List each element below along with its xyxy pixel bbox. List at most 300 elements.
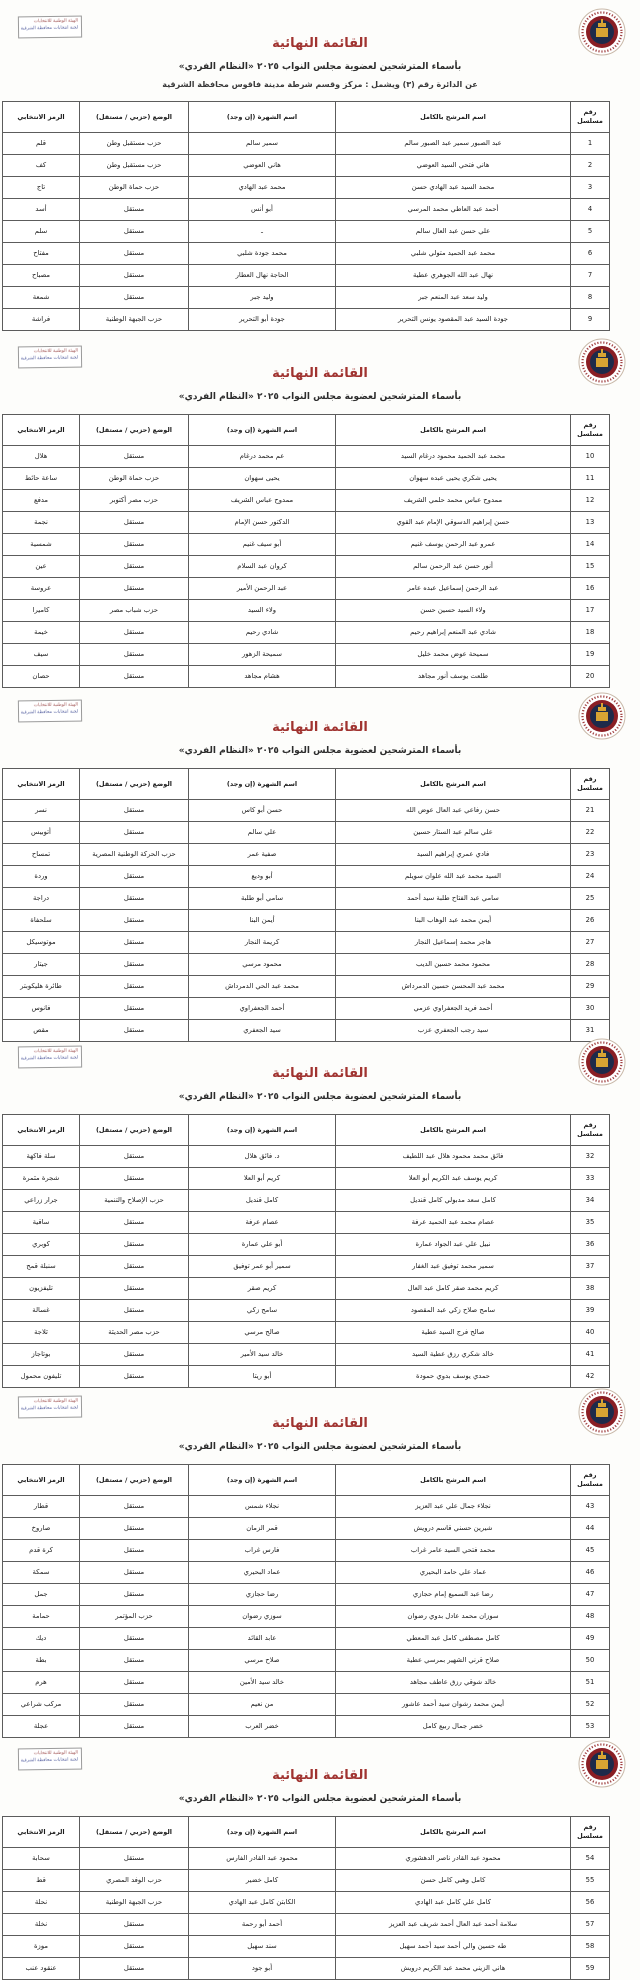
cell-symbol: مصباح: [3, 265, 80, 287]
candidate-row: [3, 1848, 610, 1870]
cell-candidate-name: خضر جمال ربيع كامل: [336, 1716, 571, 1738]
cell-symbol: سنبلة قمح: [3, 1256, 80, 1278]
cell-serial: 14: [571, 534, 610, 556]
col-status: الوضع (حزبي / مستقل): [80, 415, 189, 446]
candidate-row: [3, 1650, 610, 1672]
cell-symbol: هلال: [3, 446, 80, 468]
cell-serial: 21: [571, 800, 610, 822]
cell-symbol: دراجة: [3, 888, 80, 910]
cell-alias: أبو جود: [189, 1958, 336, 1980]
col-candidate-name: اسم المرشح بالكامل: [336, 1465, 571, 1496]
cell-status: مستقل: [80, 1716, 189, 1738]
candidate-row: [3, 243, 610, 265]
cell-serial: 5: [571, 221, 610, 243]
cell-status: مستقل: [80, 199, 189, 221]
cell-serial: 11: [571, 468, 610, 490]
candidate-row: [3, 888, 610, 910]
cell-status: مستقل: [80, 976, 189, 998]
page-subtitle: بأسماء المترشحين لعضوية مجلس النواب ٢٠٢٥ «النظام الفردي»: [178, 746, 462, 756]
cell-symbol: وردة: [3, 866, 80, 888]
cell-symbol: تليفزيون: [3, 1278, 80, 1300]
cell-candidate-name: أحمد عبد العاطي محمد المرسي: [336, 199, 571, 221]
cell-status: مستقل: [80, 822, 189, 844]
cell-candidate-name: سامح صلاح زكي عبد المقصود: [336, 1300, 571, 1322]
table-body: [3, 446, 610, 688]
col-serial: رقم مسلسل: [571, 415, 610, 446]
candidate-row: [3, 1562, 610, 1584]
cell-candidate-name: جودة السيد عبد المقصود يونس التحرير: [336, 309, 571, 331]
cell-alias: محمود مرسي: [189, 954, 336, 976]
cell-candidate-name: وليد سعد عبد المنعم جبر: [336, 287, 571, 309]
cell-symbol: مفتاح: [3, 243, 80, 265]
candidate-row: [3, 666, 610, 688]
cell-alias: د. فائق هلال: [189, 1146, 336, 1168]
page-title: القائمة النهائية: [272, 366, 368, 381]
cell-serial: 32: [571, 1146, 610, 1168]
cell-candidate-name: حمدي يوسف بدوي حمودة: [336, 1366, 571, 1388]
cell-symbol: شجرة مثمرة: [3, 1168, 80, 1190]
cell-alias: صفية عمر: [189, 844, 336, 866]
cell-symbol: فانوس: [3, 998, 80, 1020]
cell-symbol: بوتاجاز: [3, 1344, 80, 1366]
cell-serial: 31: [571, 1020, 610, 1042]
cell-alias: عابد القائد: [189, 1628, 336, 1650]
candidate-row: [3, 1936, 610, 1958]
cell-status: حزب الإصلاح والتنمية: [80, 1190, 189, 1212]
candidate-row: [3, 976, 610, 998]
cell-serial: 24: [571, 866, 610, 888]
cell-status: مستقل: [80, 1958, 189, 1980]
cell-status: مستقل: [80, 1212, 189, 1234]
candidate-row: [3, 998, 610, 1020]
cell-candidate-name: فادي عمري إبراهيم السيد: [336, 844, 571, 866]
col-serial: رقم مسلسل: [571, 102, 610, 133]
candidate-row: [3, 1958, 610, 1980]
cell-symbol: كوبري: [3, 1234, 80, 1256]
cell-symbol: عنقود عنب: [3, 1958, 80, 1980]
candidate-row: [3, 221, 610, 243]
cell-symbol: بطة: [3, 1650, 80, 1672]
cell-alias: كريمة النجار: [189, 932, 336, 954]
cell-serial: 39: [571, 1300, 610, 1322]
cell-candidate-name: هاني الزيني محمد عبد الكريم درويش: [336, 1958, 571, 1980]
candidate-row: [3, 600, 610, 622]
cell-status: مستقل: [80, 1672, 189, 1694]
registration-stamp: [18, 1046, 82, 1069]
cell-status: حزب مصر الحديثة: [80, 1322, 189, 1344]
cell-status: حزب المؤتمر: [80, 1606, 189, 1628]
cell-status: مستقل: [80, 1518, 189, 1540]
cell-alias: ـ: [189, 221, 336, 243]
cell-serial: 35: [571, 1212, 610, 1234]
candidate-row: [3, 1344, 610, 1366]
cell-candidate-name: سامي عبد الفتاح طلبة سيد أحمد: [336, 888, 571, 910]
candidate-row: [3, 490, 610, 512]
col-status: الوضع (حزبي / مستقل): [80, 1817, 189, 1848]
cell-alias: فارس غراب: [189, 1540, 336, 1562]
cell-status: مستقل: [80, 1562, 189, 1584]
cell-candidate-name: سمير محمد توفيق عبد الغفار: [336, 1256, 571, 1278]
cell-symbol: قطار: [3, 1496, 80, 1518]
page-subtitle: بأسماء المترشحين لعضوية مجلس النواب ٢٠٢٥ «النظام الفردي»: [178, 1794, 462, 1804]
cell-serial: 29: [571, 976, 610, 998]
cell-alias: من نعيم: [189, 1694, 336, 1716]
cell-alias: سيد الجعفري: [189, 1020, 336, 1042]
cell-candidate-name: فائق محمد محمود هلال عبد اللطيف: [336, 1146, 571, 1168]
cell-status: مستقل: [80, 578, 189, 600]
cell-alias: محمد جودة شلبي: [189, 243, 336, 265]
col-alias: اسم الشهرة (إن وجد): [189, 769, 336, 800]
cell-serial: 30: [571, 998, 610, 1020]
elections-authority-emblem-icon: [578, 1388, 626, 1436]
col-symbol: الرمز الانتخابي: [3, 769, 80, 800]
candidate-row: [3, 177, 610, 199]
cell-serial: 15: [571, 556, 610, 578]
cell-status: مستقل: [80, 1344, 189, 1366]
cell-candidate-name: حسن إبراهيم الدسوقي الإمام عبد القوي: [336, 512, 571, 534]
page-subtitle: بأسماء المترشحين لعضوية مجلس النواب ٢٠٢٥ «النظام الفردي»: [178, 62, 462, 72]
col-candidate-name: اسم المرشح بالكامل: [336, 415, 571, 446]
col-symbol: الرمز الانتخابي: [3, 415, 80, 446]
candidate-row: [3, 644, 610, 666]
cell-alias: محمد عبد الحي الدمرداش: [189, 976, 336, 998]
page-title: القائمة النهائية: [272, 1066, 368, 1081]
cell-alias: الحاجة نهال العطار: [189, 265, 336, 287]
cell-alias: أبو أنس: [189, 199, 336, 221]
cell-candidate-name: عصام محمد عبد الحميد عرفة: [336, 1212, 571, 1234]
cell-serial: 50: [571, 1650, 610, 1672]
registration-stamp: [18, 346, 82, 369]
cell-alias: سامح زكي: [189, 1300, 336, 1322]
cell-symbol: فراشة: [3, 309, 80, 331]
cell-status: حزب الوفد المصري: [80, 1870, 189, 1892]
col-candidate-name: اسم المرشح بالكامل: [336, 1817, 571, 1848]
candidate-row: [3, 866, 610, 888]
candidate-row: [3, 1168, 610, 1190]
cell-alias: سمير سالم: [189, 133, 336, 155]
cell-symbol: سيف: [3, 644, 80, 666]
candidate-row: [3, 932, 610, 954]
page-title: القائمة النهائية: [272, 1768, 368, 1783]
cell-symbol: ديك: [3, 1628, 80, 1650]
cell-symbol: ساعة حائط: [3, 468, 80, 490]
elections-authority-emblem-icon: [578, 1038, 626, 1086]
cell-symbol: سلحفاة: [3, 910, 80, 932]
cell-alias: سوزي رضوان: [189, 1606, 336, 1628]
cell-candidate-name: كريم محمد صقر كامل عبد العال: [336, 1278, 571, 1300]
cell-status: مستقل: [80, 954, 189, 976]
cell-serial: 36: [571, 1234, 610, 1256]
cell-symbol: سلم: [3, 221, 80, 243]
table-header: [3, 1817, 610, 1848]
cell-serial: 46: [571, 1562, 610, 1584]
candidate-row: [3, 1694, 610, 1716]
cell-serial: 43: [571, 1496, 610, 1518]
cell-alias: الدكتور حسن الإمام: [189, 512, 336, 534]
cell-serial: 54: [571, 1848, 610, 1870]
candidate-row: [3, 622, 610, 644]
col-symbol: الرمز الانتخابي: [3, 1115, 80, 1146]
cell-alias: أبو علي عمارة: [189, 1234, 336, 1256]
cell-symbol: قلم: [3, 133, 80, 155]
document-page-6: [0, 1740, 640, 1980]
cell-alias: عم محمد درغام: [189, 446, 336, 468]
cell-serial: 28: [571, 954, 610, 976]
page-subtitle: بأسماء المترشحين لعضوية مجلس النواب ٢٠٢٥ «النظام الفردي»: [178, 1092, 462, 1102]
cell-status: مستقل: [80, 221, 189, 243]
cell-status: مستقل: [80, 534, 189, 556]
cell-symbol: عروسة: [3, 578, 80, 600]
cell-status: مستقل: [80, 1540, 189, 1562]
cell-alias: خالد سيد الأمين: [189, 1672, 336, 1694]
cell-symbol: ثلاجة: [3, 1322, 80, 1344]
cell-candidate-name: كامل وهبي كامل حسن: [336, 1870, 571, 1892]
cell-symbol: كف: [3, 155, 80, 177]
cell-candidate-name: أيمن محمد رشوان سيد أحمد عاشور: [336, 1694, 571, 1716]
cell-alias: خالد سيد الأمير: [189, 1344, 336, 1366]
cell-status: مستقل: [80, 1914, 189, 1936]
cell-symbol: نحلة: [3, 1892, 80, 1914]
table-body: [3, 1496, 610, 1738]
cell-status: مستقل: [80, 1848, 189, 1870]
cell-serial: 17: [571, 600, 610, 622]
page-title: القائمة النهائية: [272, 720, 368, 735]
cell-serial: 19: [571, 644, 610, 666]
cell-candidate-name: سيد رجب الجعفري عزب: [336, 1020, 571, 1042]
cell-symbol: جيتار: [3, 954, 80, 976]
candidates-table: [2, 1114, 610, 1388]
cell-serial: 7: [571, 265, 610, 287]
col-status: الوضع (حزبي / مستقل): [80, 102, 189, 133]
cell-status: مستقل: [80, 556, 189, 578]
candidate-row: [3, 1518, 610, 1540]
cell-candidate-name: علي حسن عبد العال سالم: [336, 221, 571, 243]
document-page-5: [0, 1388, 640, 1738]
elections-authority-emblem-icon: [578, 8, 626, 56]
cell-symbol: نجمة: [3, 512, 80, 534]
cell-status: مستقل: [80, 866, 189, 888]
cell-symbol: طائرة هليكوبتر: [3, 976, 80, 998]
cell-serial: 16: [571, 578, 610, 600]
cell-status: مستقل: [80, 243, 189, 265]
col-alias: اسم الشهرة (إن وجد): [189, 102, 336, 133]
cell-alias: عصام عرفة: [189, 1212, 336, 1234]
cell-status: مستقل: [80, 512, 189, 534]
cell-candidate-name: عمرو عبد الرحمن يوسف غنيم: [336, 534, 571, 556]
cell-status: مستقل: [80, 1234, 189, 1256]
table-body: [3, 1848, 610, 1980]
cell-alias: رضا حجازي: [189, 1584, 336, 1606]
cell-serial: 40: [571, 1322, 610, 1344]
cell-alias: أبو ريتا: [189, 1366, 336, 1388]
candidate-row: [3, 534, 610, 556]
cell-status: حزب الحركة الوطنية المصرية: [80, 844, 189, 866]
cell-symbol: موتوسيكل: [3, 932, 80, 954]
cell-status: مستقل: [80, 1146, 189, 1168]
cell-symbol: تليفون محمول: [3, 1366, 80, 1388]
cell-symbol: خيمة: [3, 622, 80, 644]
candidate-row: [3, 910, 610, 932]
elections-authority-emblem-icon: [578, 1740, 626, 1788]
header-row: [3, 1817, 610, 1848]
cell-candidate-name: محمد فتحي السيد عامر غراب: [336, 1540, 571, 1562]
header-row: [3, 1465, 610, 1496]
col-status: الوضع (حزبي / مستقل): [80, 1465, 189, 1496]
cell-status: مستقل: [80, 998, 189, 1020]
cell-symbol: تاج: [3, 177, 80, 199]
col-candidate-name: اسم المرشح بالكامل: [336, 1115, 571, 1146]
cell-symbol: حصان: [3, 666, 80, 688]
cell-alias: هشام مجاهد: [189, 666, 336, 688]
candidate-row: [3, 199, 610, 221]
cell-candidate-name: شادي عبد المنعم إبراهيم رحيم: [336, 622, 571, 644]
cell-symbol: نسر: [3, 800, 80, 822]
cell-alias: كامل خضير: [189, 1870, 336, 1892]
cell-candidate-name: عماد علي حامد البحيري: [336, 1562, 571, 1584]
cell-status: مستقل: [80, 800, 189, 822]
cell-symbol: ساقية: [3, 1212, 80, 1234]
cell-serial: 10: [571, 446, 610, 468]
cell-status: مستقل: [80, 1496, 189, 1518]
cell-status: حزب مستقبل وطن: [80, 133, 189, 155]
candidate-row: [3, 133, 610, 155]
cell-alias: كروان عبد السلام: [189, 556, 336, 578]
candidate-row: [3, 309, 610, 331]
cell-symbol: صاروخ: [3, 1518, 80, 1540]
cell-alias: نجلاء شمس: [189, 1496, 336, 1518]
stamp-line-1: الهيئة الوطنية للانتخابات: [33, 702, 78, 709]
cell-symbol: مدفع: [3, 490, 80, 512]
cell-alias: خضر العرب: [189, 1716, 336, 1738]
cell-candidate-name: محمد عبد الحميد متولي شلبي: [336, 243, 571, 265]
cell-alias: أحمد الجعفراوي: [189, 998, 336, 1020]
cell-status: حزب الجبهة الوطنية: [80, 309, 189, 331]
cell-serial: 8: [571, 287, 610, 309]
candidate-row: [3, 1146, 610, 1168]
cell-candidate-name: طه حسين والي أحمد سيد أحمد سهيل: [336, 1936, 571, 1958]
cell-status: حزب شباب مصر: [80, 600, 189, 622]
cell-status: مستقل: [80, 1650, 189, 1672]
candidate-row: [3, 954, 610, 976]
header-row: [3, 102, 610, 133]
cell-candidate-name: طلعت يوسف أنور مجاهد: [336, 666, 571, 688]
table-body: [3, 1146, 610, 1388]
cell-alias: سميحة الزهور: [189, 644, 336, 666]
candidate-row: [3, 1914, 610, 1936]
cell-alias: أبو سيف غنيم: [189, 534, 336, 556]
stamp-line-2: لجنة انتخابات محافظة الشرقية: [20, 25, 79, 32]
candidates-table: [2, 101, 610, 331]
cell-alias: سامي أبو طلبة: [189, 888, 336, 910]
cell-status: مستقل: [80, 1694, 189, 1716]
cell-serial: 56: [571, 1892, 610, 1914]
registration-stamp: [18, 700, 82, 723]
cell-symbol: كرة قدم: [3, 1540, 80, 1562]
candidate-row: [3, 1540, 610, 1562]
col-status: الوضع (حزبي / مستقل): [80, 769, 189, 800]
cell-candidate-name: كامل مصطفى كامل عبد المعطي: [336, 1628, 571, 1650]
cell-candidate-name: محمود محمد حسين الديب: [336, 954, 571, 976]
cell-candidate-name: خالد شكري رزق عطية السيد: [336, 1344, 571, 1366]
cell-serial: 9: [571, 309, 610, 331]
candidate-row: [3, 1584, 610, 1606]
cell-alias: سند سهيل: [189, 1936, 336, 1958]
cell-serial: 1: [571, 133, 610, 155]
stamp-line-2: لجنة انتخابات محافظة الشرقية: [20, 1055, 79, 1062]
cell-candidate-name: نجلاء جمال علي عبد العزيز: [336, 1496, 571, 1518]
stamp-line-2: لجنة انتخابات محافظة الشرقية: [20, 355, 79, 362]
registration-stamp: [18, 16, 82, 39]
cell-candidate-name: أحمد فريد الجعفراوي عزمي: [336, 998, 571, 1020]
page-subtitle: بأسماء المترشحين لعضوية مجلس النواب ٢٠٢٥ «النظام الفردي»: [178, 1442, 462, 1452]
candidate-row: [3, 800, 610, 822]
cell-serial: 27: [571, 932, 610, 954]
cell-symbol: غسالة: [3, 1300, 80, 1322]
page-title: القائمة النهائية: [272, 36, 368, 51]
candidates-table: [2, 768, 610, 1042]
cell-serial: 13: [571, 512, 610, 534]
cell-serial: 53: [571, 1716, 610, 1738]
elections-authority-emblem-icon: [578, 338, 626, 386]
cell-alias: صالح مرسي: [189, 1322, 336, 1344]
cell-candidate-name: صالح فرج السيد عطية: [336, 1322, 571, 1344]
cell-symbol: موزة: [3, 1936, 80, 1958]
candidate-row: [3, 822, 610, 844]
candidate-row: [3, 1300, 610, 1322]
document-page-3: [0, 692, 640, 1042]
cell-serial: 37: [571, 1256, 610, 1278]
cell-alias: عماد البحيري: [189, 1562, 336, 1584]
table-header: [3, 415, 610, 446]
header-row: [3, 415, 610, 446]
cell-candidate-name: ولاء السيد حسين حسن: [336, 600, 571, 622]
col-symbol: الرمز الانتخابي: [3, 102, 80, 133]
candidate-row: [3, 844, 610, 866]
elections-authority-emblem-icon: [578, 692, 626, 740]
cell-candidate-name: خالد شوقي رزق عاطف مجاهد: [336, 1672, 571, 1694]
stamp-line-1: الهيئة الوطنية للانتخابات: [33, 1048, 78, 1055]
col-alias: اسم الشهرة (إن وجد): [189, 1115, 336, 1146]
cell-status: مستقل: [80, 644, 189, 666]
document-page-2: [0, 338, 640, 688]
cell-symbol: أسد: [3, 199, 80, 221]
cell-status: مستقل: [80, 1256, 189, 1278]
candidate-row: [3, 155, 610, 177]
document-page-4: [0, 1038, 640, 1388]
cell-alias: كامل قنديل: [189, 1190, 336, 1212]
constituency-line: عن الدائرة رقم (٣) ويشمل : مركز وقسم شرطة مدينة فاقوس محافظة الشرقية: [162, 80, 478, 89]
cell-symbol: حمامة: [3, 1606, 80, 1628]
cell-serial: 49: [571, 1628, 610, 1650]
cell-candidate-name: كريم يوسف عبد الكريم أبو العلا: [336, 1168, 571, 1190]
cell-serial: 26: [571, 910, 610, 932]
cell-serial: 51: [571, 1672, 610, 1694]
cell-status: حزب مصر أكتوبر: [80, 490, 189, 512]
candidate-row: [3, 1278, 610, 1300]
cell-serial: 48: [571, 1606, 610, 1628]
cell-serial: 2: [571, 155, 610, 177]
cell-candidate-name: شيرين حسني قاسم درويش: [336, 1518, 571, 1540]
cell-candidate-name: نبيل علي عبد الجواد عمارة: [336, 1234, 571, 1256]
col-serial: رقم مسلسل: [571, 1465, 610, 1496]
cell-serial: 22: [571, 822, 610, 844]
cell-symbol: جمل: [3, 1584, 80, 1606]
cell-status: مستقل: [80, 932, 189, 954]
header-row: [3, 769, 610, 800]
cell-candidate-name: السيد محمد عبد الله علوان سويلم: [336, 866, 571, 888]
candidate-row: [3, 287, 610, 309]
cell-alias: جودة أبو التحرير: [189, 309, 336, 331]
